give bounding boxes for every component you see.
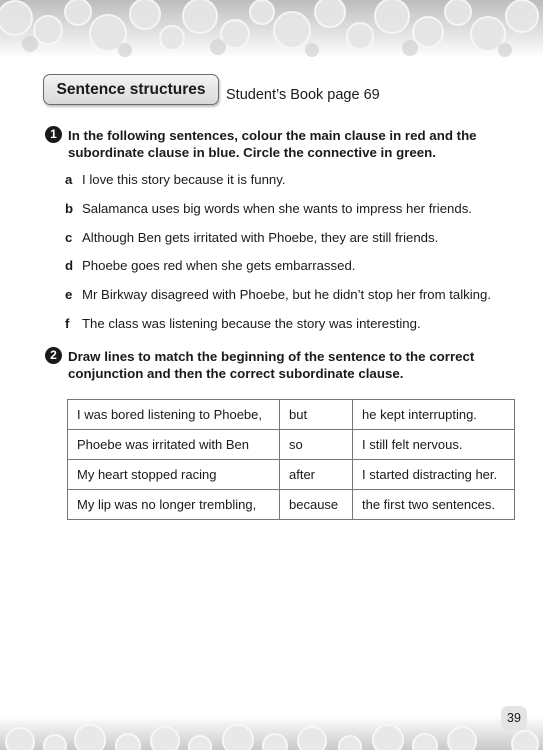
item-letter: f — [65, 316, 70, 331]
item-sentence: Phoebe goes red when she gets embarrassed. — [82, 258, 356, 273]
question-number-1: 1 — [45, 126, 62, 143]
item-letter: e — [65, 287, 73, 302]
matching-table — [67, 399, 515, 520]
list-item — [65, 230, 438, 245]
conjunction[interactable]: so — [280, 430, 353, 460]
question-number-2: 2 — [45, 347, 62, 364]
item-sentence: I love this story because it is funny. — [82, 172, 286, 187]
section-title — [43, 74, 219, 105]
section-title-text: Sentence structures — [56, 81, 206, 98]
page-number: 39 — [501, 706, 527, 730]
list-item — [65, 258, 355, 273]
decorative-bubble-border-bottom — [0, 716, 543, 750]
item-letter: a — [65, 172, 73, 187]
table-row — [68, 400, 515, 430]
list-item — [65, 172, 286, 187]
page-reference: Student’s Book page 69 — [226, 87, 380, 103]
list-item — [65, 201, 472, 216]
decorative-bubble-border-top — [0, 0, 543, 58]
list-item — [65, 287, 491, 302]
sentence-beginning[interactable]: My heart stopped racing — [68, 460, 280, 490]
table-row — [68, 490, 515, 520]
question-1-prompt: In the following sentences, colour the main clause in red and the subordinate clause in blue. Circle the connective in green. — [68, 128, 477, 160]
conjunction[interactable]: because — [280, 490, 353, 520]
subordinate-clause[interactable]: I still felt nervous. — [353, 430, 515, 460]
table-row — [68, 460, 515, 490]
sentence-beginning[interactable]: Phoebe was irritated with Ben — [68, 430, 280, 460]
item-sentence: The class was listening because the story was interesting. — [82, 316, 421, 331]
conjunction[interactable]: after — [280, 460, 353, 490]
item-sentence: Mr Birkway disagreed with Phoebe, but he didn’t stop her from talking. — [82, 287, 492, 302]
item-letter: c — [65, 230, 73, 245]
sentence-beginning[interactable]: My lip was no longer trembling, — [68, 490, 280, 520]
list-item — [65, 316, 421, 331]
item-letter: b — [65, 201, 74, 216]
table-row — [68, 430, 515, 460]
question-2-prompt: Draw lines to match the beginning of the sentence to the correct conjunction and then the correct subordinate clause. — [68, 349, 475, 381]
subordinate-clause[interactable]: he kept interrupting. — [353, 400, 515, 430]
sentence-beginning[interactable]: I was bored listening to Phoebe, — [68, 400, 280, 430]
item-sentence: Salamanca uses big words when she wants to impress her friends. — [82, 201, 472, 216]
subordinate-clause[interactable]: I started distracting her. — [353, 460, 515, 490]
conjunction[interactable]: but — [280, 400, 353, 430]
subordinate-clause[interactable]: the first two sentences. — [353, 490, 515, 520]
item-sentence: Although Ben gets irritated with Phoebe, they are still friends. — [82, 230, 439, 245]
item-letter: d — [65, 258, 74, 273]
